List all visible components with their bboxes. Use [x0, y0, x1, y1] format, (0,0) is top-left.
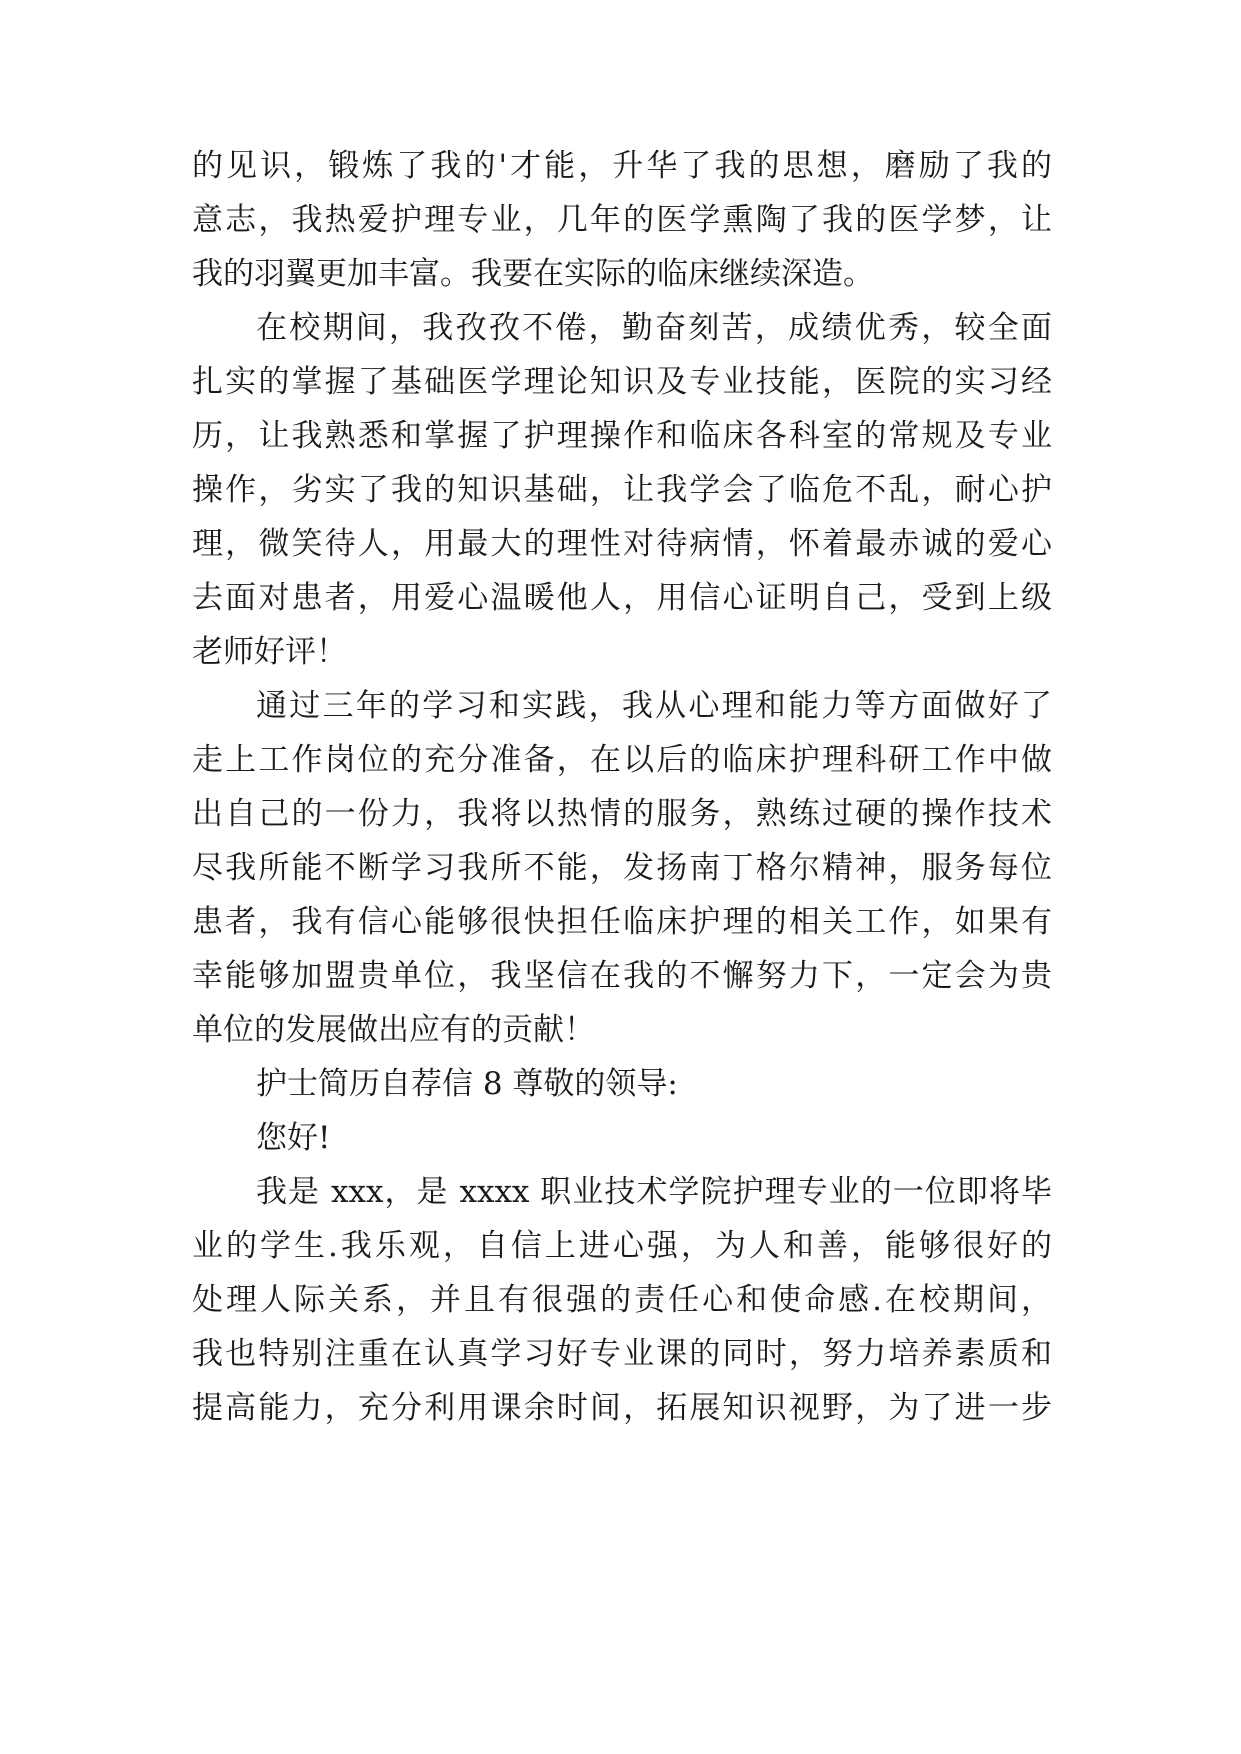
letter-heading: 护士简历自荐信 8 尊敬的领导: [256, 1066, 678, 1102]
body-text-line: 业的学生.我乐观，自信上进心强，为人和善，能够很好的 [192, 1228, 1052, 1264]
body-text-line: 尽我所能不断学习我所不能，发扬南丁格尔精神，服务每位 [192, 850, 1052, 886]
body-text-line: 我的羽翼更加丰富。我要在实际的临床继续深造。 [192, 256, 874, 292]
body-text-line: 走上工作岗位的充分准备，在以后的临床护理科研工作中做 [192, 742, 1052, 778]
body-text-line: 出自己的一份力，我将以热情的服务，熟练过硬的操作技术 [192, 796, 1052, 832]
body-text-line: 我是 xxx，是 xxxx 职业技术学院护理专业的一位即将毕 [256, 1174, 1052, 1210]
body-text-line: 处理人际关系，并且有很强的责任心和使命感.在校期间， [192, 1282, 1052, 1318]
body-text-line: 老师好评！ [192, 634, 347, 670]
body-text-line: 去面对患者，用爱心温暖他人，用信心证明自己，受到上级 [192, 580, 1052, 616]
greeting: 您好! [256, 1120, 331, 1156]
body-text-line: 意志，我热爱护理专业，几年的医学熏陶了我的医学梦，让 [192, 202, 1052, 238]
body-text-line: 在校期间，我孜孜不倦，勤奋刻苦，成绩优秀，较全面 [256, 310, 1052, 346]
body-text-line: 患者，我有信心能够很快担任临床护理的相关工作，如果有 [192, 904, 1052, 940]
body-text-line: 扎实的掌握了基础医学理论知识及专业技能，医院的实习经 [192, 364, 1052, 400]
body-text-line: 我也特别注重在认真学习好专业课的同时，努力培养素质和 [192, 1336, 1052, 1372]
body-text-line: 历，让我熟悉和掌握了护理操作和临床各科室的常规及专业 [192, 418, 1052, 454]
body-text-line: 通过三年的学习和实践，我从心理和能力等方面做好了 [256, 688, 1052, 724]
body-text-line: 理，微笑待人，用最大的理性对待病情，怀着最赤诚的爱心 [192, 526, 1052, 562]
body-text-line: 的见识，锻炼了我的'才能，升华了我的思想，磨励了我的 [192, 148, 1052, 184]
body-text-line: 操作，劣实了我的知识基础，让我学会了临危不乱，耐心护 [192, 472, 1052, 508]
body-text-line: 提高能力，充分利用课余时间，拓展知识视野，为了进一步 [192, 1390, 1052, 1426]
body-text-line: 幸能够加盟贵单位，我坚信在我的不懈努力下，一定会为贵 [192, 958, 1052, 994]
body-text-line: 单位的发展做出应有的贡献！ [192, 1012, 595, 1048]
